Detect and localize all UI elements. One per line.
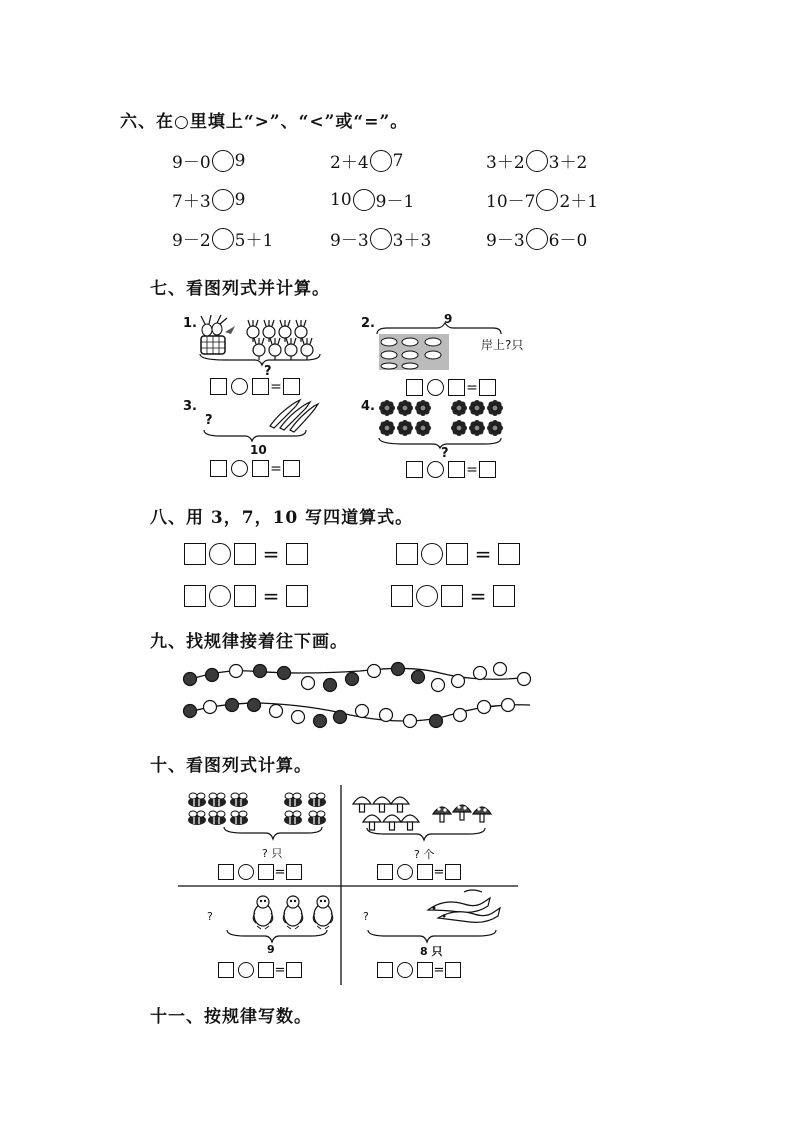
compare-circle[interactable]: [212, 150, 234, 172]
operator-circle[interactable]: [231, 460, 248, 477]
comparison-left: 3＋2: [486, 153, 525, 173]
mushroom-icon: [353, 797, 371, 812]
answer-box[interactable]: [391, 585, 413, 607]
comparison-item: [330, 226, 431, 251]
comparison-right: 9: [234, 189, 246, 210]
section-6-heading: 六、在○里填上“>”、“<”或“=”。: [120, 112, 409, 132]
answer-box[interactable]: [184, 585, 206, 607]
equals-sign: =: [262, 584, 280, 608]
answer-box[interactable]: [448, 379, 465, 396]
mushrooms-equation[interactable]: [377, 864, 461, 880]
dark-bead: [248, 699, 261, 712]
compare-circle[interactable]: [370, 150, 392, 172]
answer-box[interactable]: [210, 378, 227, 395]
answer-box[interactable]: [445, 962, 461, 978]
section-8-heading: 八、用 3，7，10 写四道算式。: [150, 508, 414, 528]
mushrooms-question: ? 个: [414, 848, 435, 861]
comparison-left: 9－3: [330, 231, 369, 251]
equation-row-2b[interactable]: [391, 584, 515, 608]
operator-circle[interactable]: [416, 585, 438, 607]
compare-circle[interactable]: [212, 228, 234, 250]
answer-box[interactable]: [258, 864, 274, 880]
birds-total: 9: [267, 943, 275, 956]
bee-icon: [188, 793, 206, 807]
answer-box[interactable]: [252, 378, 269, 395]
penguin-icon: [313, 896, 333, 929]
problem-4-equation[interactable]: [406, 461, 496, 478]
answer-box[interactable]: [445, 864, 461, 880]
answer-box[interactable]: [286, 962, 302, 978]
equals-sign: =: [474, 542, 492, 566]
flower-icon: [469, 400, 485, 416]
operator-circle[interactable]: [231, 378, 248, 395]
answer-box[interactable]: [218, 864, 234, 880]
problem-2-number: 2.: [361, 316, 375, 331]
bees-question: ? 只: [262, 847, 283, 860]
dark-bead: [278, 667, 291, 680]
comparison-item: [172, 187, 245, 212]
answer-box[interactable]: [210, 460, 227, 477]
dark-bead: [430, 715, 443, 728]
equation-row-1b[interactable]: [396, 542, 520, 566]
problem-1-question: ?: [264, 364, 272, 379]
comparison-right: 7: [392, 150, 404, 171]
dark-bead: [314, 715, 327, 728]
problem-4-number: 4.: [361, 399, 375, 414]
answer-box[interactable]: [258, 962, 274, 978]
comparison-left: 7＋3: [172, 192, 211, 212]
flower-icon: [469, 420, 485, 436]
operator-circle[interactable]: [209, 543, 231, 565]
bee-icon: [208, 793, 226, 807]
penguin-icon: [283, 896, 303, 929]
equation-row-1a[interactable]: [184, 542, 308, 566]
problem-2-equation[interactable]: [406, 379, 496, 396]
mushroom-icon: [373, 797, 391, 812]
comparison-item: [486, 148, 587, 173]
spotted-mushroom-icon: [433, 807, 451, 822]
frogs-picture: [424, 888, 509, 928]
bee-icon: [230, 793, 248, 807]
comparison-item: [486, 226, 587, 251]
spotted-mushroom-icon: [473, 807, 491, 822]
equals-sign: =: [270, 460, 282, 477]
comparison-left: 9－0: [172, 153, 211, 173]
answer-box[interactable]: [406, 379, 423, 396]
section-10-heading: 十、看图列式计算。: [150, 756, 312, 776]
birds-brace: [225, 928, 335, 948]
light-bead: [518, 673, 531, 686]
birds-equation[interactable]: [218, 962, 302, 978]
compare-circle[interactable]: [526, 150, 548, 172]
dark-bead: [346, 673, 359, 686]
problem-4-picture: [375, 398, 505, 448]
equals-sign: =: [262, 542, 280, 566]
comparison-left: 2＋4: [330, 153, 369, 173]
dark-bead: [412, 671, 425, 684]
answer-box[interactable]: [406, 461, 423, 478]
comparison-right: 9－1: [375, 192, 415, 212]
equals-sign: =: [466, 461, 478, 478]
light-bead: [474, 667, 487, 680]
light-bead: [404, 715, 417, 728]
answer-box[interactable]: [184, 543, 206, 565]
dark-bead: [226, 699, 239, 712]
dark-bead: [184, 673, 197, 686]
birds-picture: [245, 895, 345, 930]
bee-icon: [284, 811, 302, 825]
operator-circle[interactable]: [397, 864, 413, 880]
light-bead: [356, 705, 369, 718]
equals-sign: =: [270, 378, 282, 395]
bee-icon: [188, 811, 206, 825]
operator-circle[interactable]: [421, 543, 443, 565]
frogs-equation[interactable]: [377, 962, 461, 978]
answer-box[interactable]: [234, 543, 256, 565]
bee-icon: [308, 811, 326, 825]
answer-box[interactable]: [417, 864, 433, 880]
dark-bead: [324, 679, 337, 692]
mushroom-icon: [391, 797, 409, 812]
problem-2-total: 9: [444, 312, 453, 326]
answer-box[interactable]: [234, 585, 256, 607]
flower-icon: [415, 400, 431, 416]
dark-bead: [392, 663, 405, 676]
light-bead: [230, 665, 243, 678]
problem-1-picture: [195, 312, 335, 372]
operator-circle[interactable]: [238, 962, 254, 978]
problem-3-question: ?: [205, 413, 213, 428]
comparison-item: [330, 148, 403, 173]
light-bead: [452, 675, 465, 688]
flower-icon: [379, 420, 395, 436]
light-bead: [432, 679, 445, 692]
answer-box[interactable]: [252, 460, 269, 477]
equation-row-2a[interactable]: [184, 584, 308, 608]
comparison-right: 6－0: [548, 231, 588, 251]
bee-icon: [230, 811, 248, 825]
bead-pattern: [180, 655, 535, 735]
compare-circle[interactable]: [370, 228, 392, 250]
dark-bead: [334, 711, 347, 724]
answer-box[interactable]: [448, 461, 465, 478]
light-bead: [454, 709, 467, 722]
equals-sign: =: [466, 379, 478, 396]
bees-equation[interactable]: [218, 864, 302, 880]
answer-box[interactable]: [441, 585, 463, 607]
section-9-heading: 九、找规律接着往下画。: [150, 632, 348, 652]
flower-icon: [379, 400, 395, 416]
problem-3-number: 3.: [183, 399, 197, 414]
flower-icon: [487, 420, 503, 436]
light-bead: [502, 699, 515, 712]
bee-icon: [284, 793, 302, 807]
section-11-heading: 十一、按规律写数。: [150, 1007, 312, 1027]
comparison-left: 9－3: [486, 231, 525, 251]
spotted-mushroom-icon: [453, 805, 471, 820]
problem-1-equation[interactable]: [210, 378, 300, 395]
mushrooms-brace: [365, 826, 495, 846]
answer-box[interactable]: [377, 962, 393, 978]
section-7-heading: 七、看图列式并计算。: [150, 279, 330, 299]
light-bead: [494, 663, 507, 676]
problem-1-number: 1.: [183, 316, 197, 331]
operator-circle[interactable]: [397, 962, 413, 978]
operator-circle[interactable]: [427, 379, 444, 396]
answer-box[interactable]: [286, 543, 308, 565]
dark-bead: [206, 669, 219, 682]
flower-icon: [451, 400, 467, 416]
flower-icon: [397, 420, 413, 436]
equals-sign: =: [469, 584, 487, 608]
flower-icon: [451, 420, 467, 436]
comparison-item: [486, 187, 598, 212]
answer-box[interactable]: [417, 962, 433, 978]
problem-3-total: 10: [250, 443, 267, 457]
bees-picture: [183, 790, 333, 830]
compare-circle[interactable]: [212, 189, 234, 211]
comparison-item: [330, 187, 414, 212]
answer-box[interactable]: [479, 379, 496, 396]
answer-box[interactable]: [283, 378, 300, 395]
equals-sign: =: [433, 962, 445, 978]
problem-2-shore-label: 岸上?只: [481, 338, 524, 352]
answer-box[interactable]: [396, 543, 418, 565]
comparison-item: [172, 226, 273, 251]
comparison-left: 10: [330, 189, 352, 210]
light-bead: [478, 701, 491, 714]
equals-sign: =: [433, 864, 445, 880]
problem-3-picture: [200, 396, 320, 446]
answer-box[interactable]: [283, 460, 300, 477]
light-bead: [204, 701, 217, 714]
comparison-right: 2＋1: [559, 192, 599, 212]
light-bead: [302, 677, 315, 690]
operator-circle[interactable]: [238, 864, 254, 880]
comparison-right: 5＋1: [234, 231, 274, 251]
answer-box[interactable]: [446, 543, 468, 565]
answer-box[interactable]: [218, 962, 234, 978]
bees-brace: [222, 825, 332, 845]
flower-icon: [487, 400, 503, 416]
frogs-question: ?: [363, 910, 369, 923]
equals-sign: =: [274, 962, 286, 978]
answer-box[interactable]: [286, 585, 308, 607]
equals-sign: =: [274, 864, 286, 880]
answer-box[interactable]: [377, 864, 393, 880]
flower-icon: [415, 420, 431, 436]
dark-bead: [254, 665, 267, 678]
compare-circle[interactable]: [526, 228, 548, 250]
answer-box[interactable]: [493, 585, 515, 607]
problem-3-equation[interactable]: [210, 460, 300, 477]
bee-icon: [208, 811, 226, 825]
bee-icon: [308, 793, 326, 807]
answer-box[interactable]: [498, 543, 520, 565]
comparison-right: 3＋3: [392, 231, 432, 251]
light-bead: [380, 709, 393, 722]
compare-circle[interactable]: [536, 189, 558, 211]
comparison-left: 10－7: [486, 192, 536, 212]
frogs-total: 8 只: [420, 945, 443, 958]
light-bead: [368, 665, 381, 678]
comparison-left: 9－2: [172, 231, 211, 251]
compare-circle[interactable]: [353, 189, 375, 211]
answer-box[interactable]: [479, 461, 496, 478]
comparison-right: 3＋2: [548, 153, 588, 173]
penguin-icon: [253, 896, 273, 929]
answer-box[interactable]: [286, 864, 302, 880]
operator-circle[interactable]: [209, 585, 231, 607]
birds-question: ?: [207, 910, 213, 923]
light-bead: [292, 711, 305, 724]
comparison-item: [172, 148, 245, 173]
light-bead: [270, 705, 283, 718]
operator-circle[interactable]: [427, 461, 444, 478]
problem-4-question: ?: [441, 446, 449, 461]
flower-icon: [397, 400, 413, 416]
dark-bead: [184, 705, 197, 718]
comparison-right: 9: [234, 150, 246, 171]
